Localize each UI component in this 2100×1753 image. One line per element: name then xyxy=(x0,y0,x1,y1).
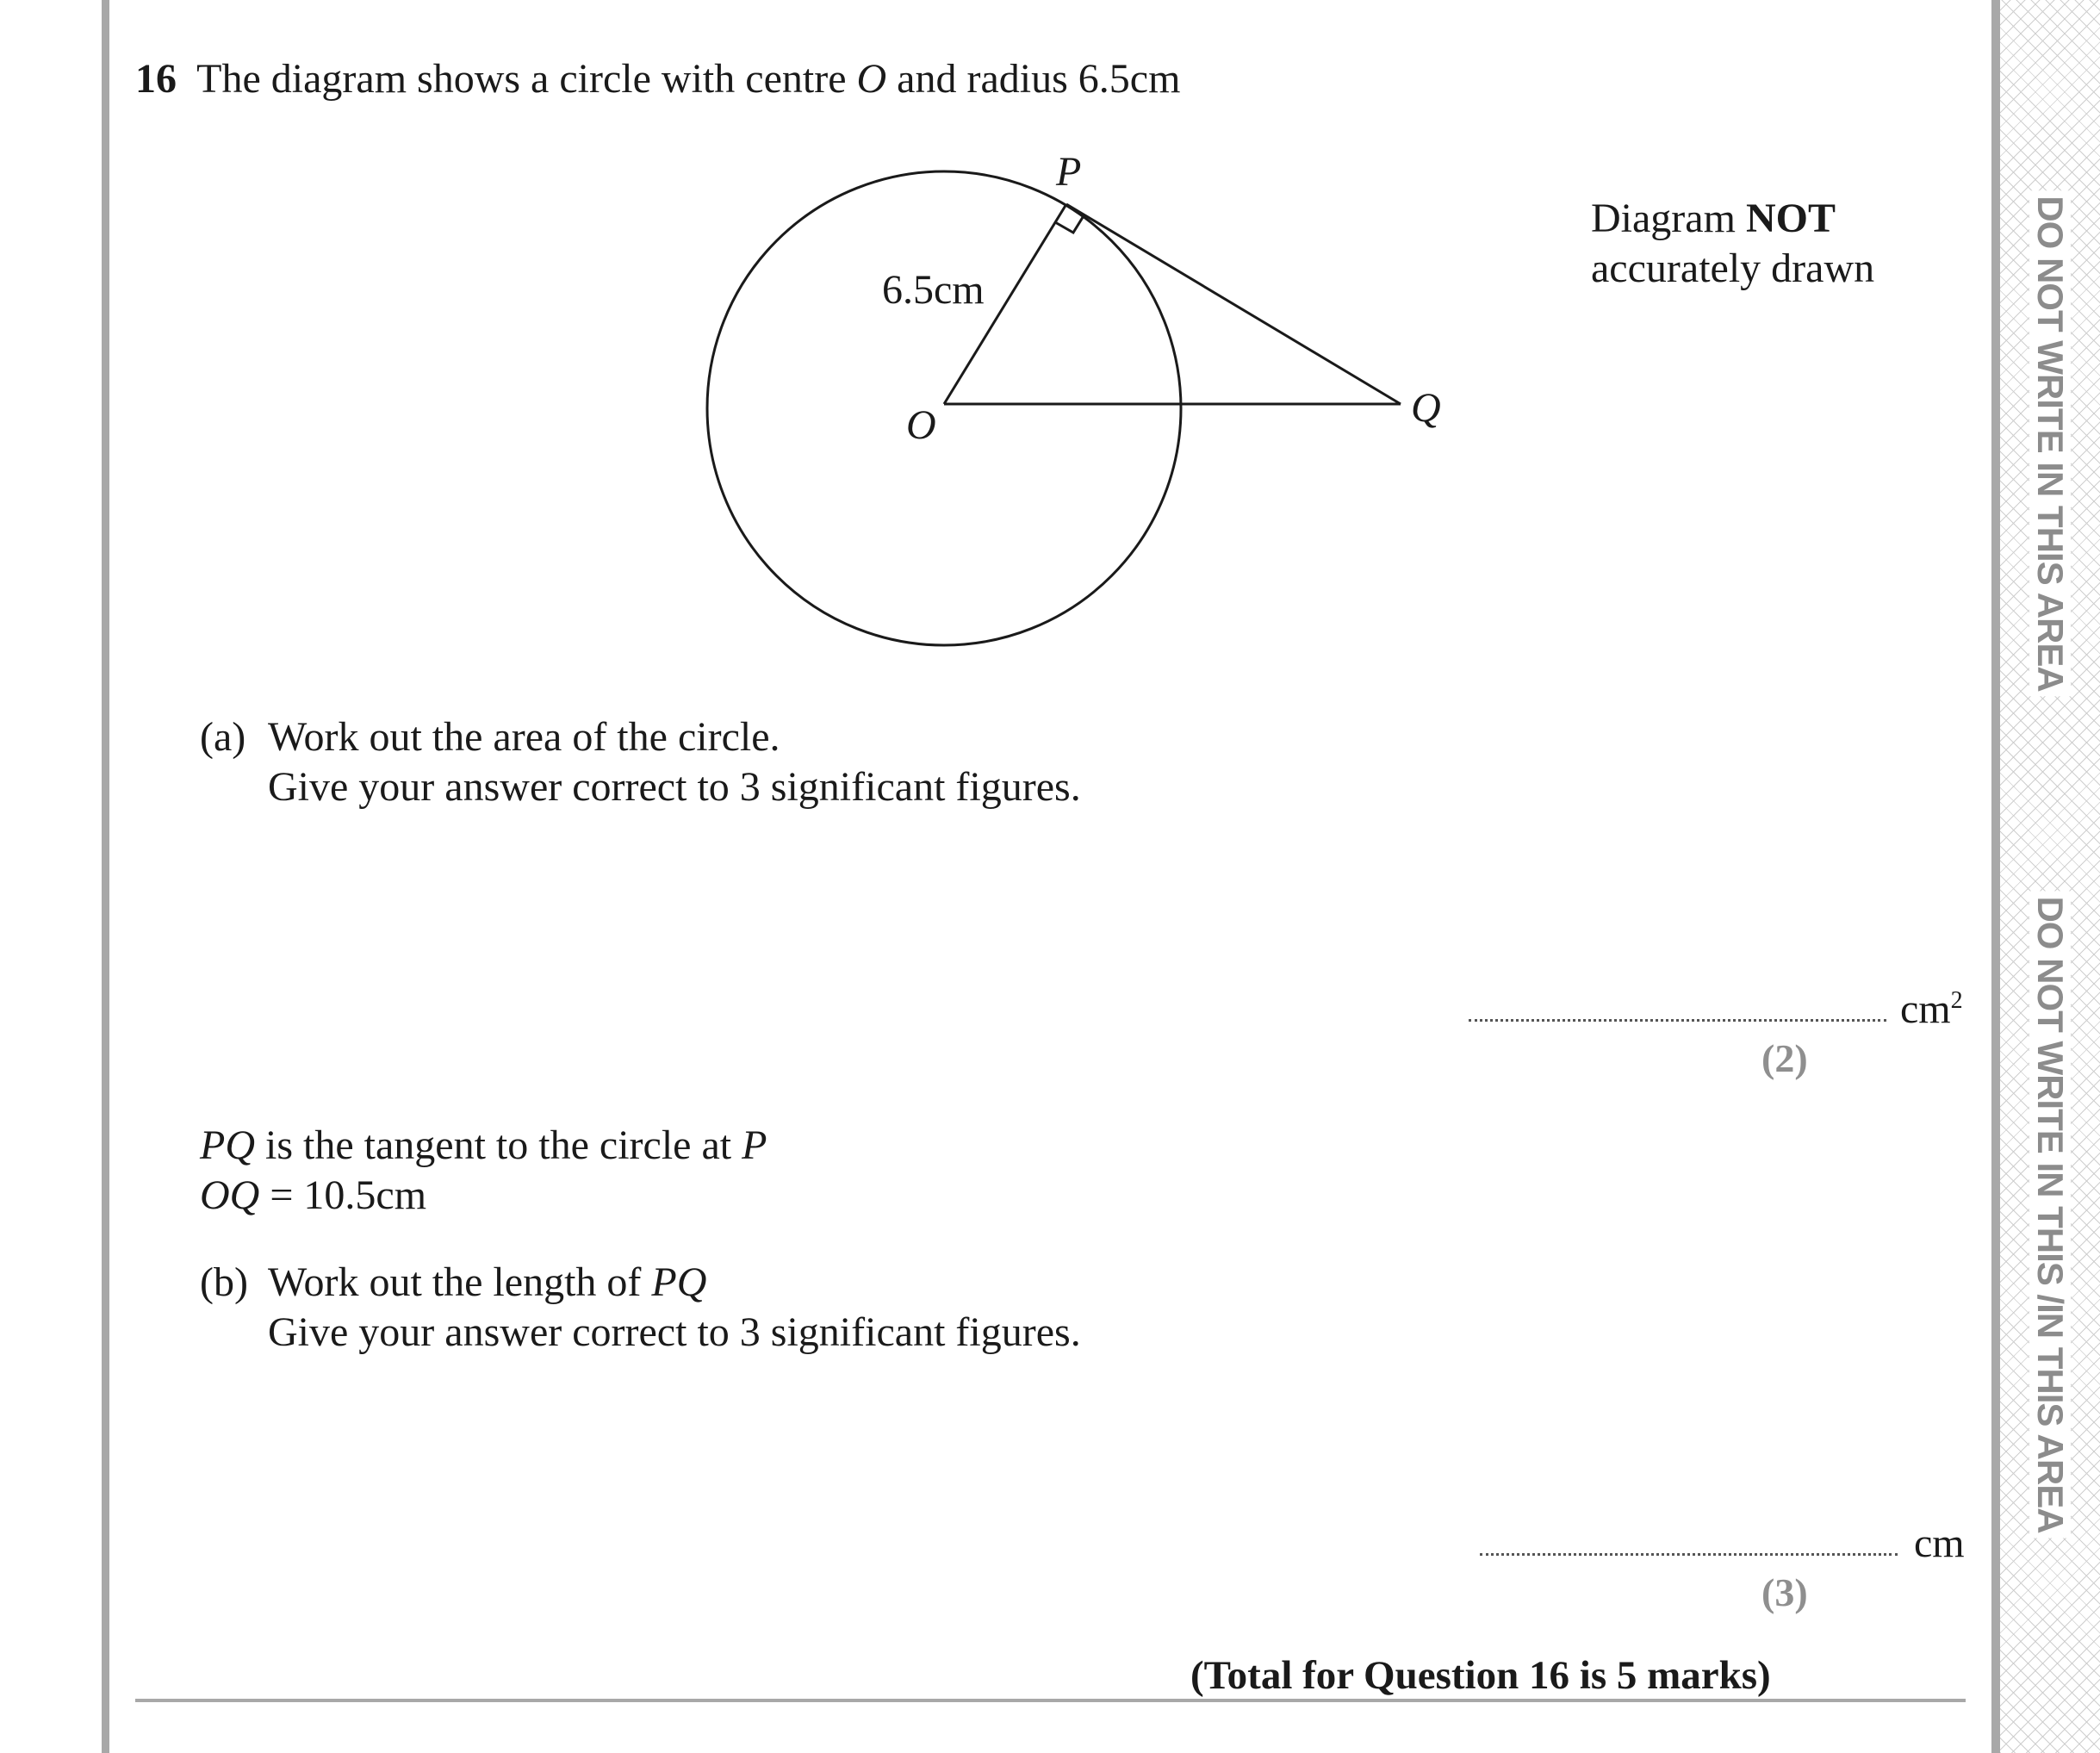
part-b-line2: Give your answer correct to 3 significant figures. xyxy=(268,1309,1081,1355)
info-var-pq: PQ xyxy=(200,1122,255,1168)
diagram-note-not: NOT xyxy=(1745,196,1836,241)
part-a-label: (a) xyxy=(200,714,246,760)
label-p: P xyxy=(1056,149,1082,195)
stem-text-post: and radius 6.5cm xyxy=(897,56,1181,102)
info-var-p: P xyxy=(742,1122,767,1168)
diagram-note-line1 xyxy=(1591,198,1836,239)
info-line2 xyxy=(200,1172,427,1218)
answer-line-a[interactable] xyxy=(1469,1019,1886,1022)
diagram-note-line2: accurately drawn xyxy=(1591,246,1875,291)
diagram-note-text: Diagram xyxy=(1591,196,1736,241)
margin-warning-bottom: DO NOT WRITE IN THIS /IN THIS AREA xyxy=(2029,891,2071,1538)
right-margin-rule xyxy=(1991,0,2000,1753)
question-total: (Total for Question 16 is 5 marks) xyxy=(1190,1653,1771,1698)
bottom-rule xyxy=(135,1699,1966,1702)
part-a-line1: Work out the area of the circle. xyxy=(268,714,780,760)
info-var-oq: OQ xyxy=(200,1172,260,1218)
circle xyxy=(707,171,1181,645)
label-radius: 6.5cm xyxy=(882,267,985,313)
label-q: Q xyxy=(1411,385,1441,431)
unit-cm: cm xyxy=(1900,986,1951,1032)
margin-warning-top: DO NOT WRITE IN THIS AREA xyxy=(2029,190,2071,696)
answer-line-b[interactable] xyxy=(1480,1553,1898,1556)
marks-a: (2) xyxy=(1761,1036,1808,1080)
info-text: is the tangent to the circle at xyxy=(264,1122,732,1168)
info-line1 xyxy=(200,1122,767,1168)
unit-superscript: 2 xyxy=(1950,987,1963,1014)
part-b-line1 xyxy=(268,1259,707,1305)
tangent-pq xyxy=(1066,204,1401,404)
part-b-text: Work out the length of xyxy=(268,1259,642,1305)
part-b-var-pq: PQ xyxy=(651,1259,707,1305)
part-b-label: (b) xyxy=(200,1259,248,1305)
marks-b: (3) xyxy=(1761,1570,1808,1614)
answer-unit-a xyxy=(1900,986,1963,1032)
label-o: O xyxy=(906,402,936,448)
info-value: = 10.5cm xyxy=(270,1172,427,1218)
answer-unit-b: cm xyxy=(1914,1520,1965,1566)
stem-text-pre: The diagram shows a circle with centre xyxy=(196,56,847,102)
question-number: 16 xyxy=(135,56,177,102)
circle-tangent-diagram xyxy=(0,0,1981,689)
part-a-line2: Give your answer correct to 3 significant figures. xyxy=(268,764,1081,810)
stem-var-o: O xyxy=(856,56,887,102)
